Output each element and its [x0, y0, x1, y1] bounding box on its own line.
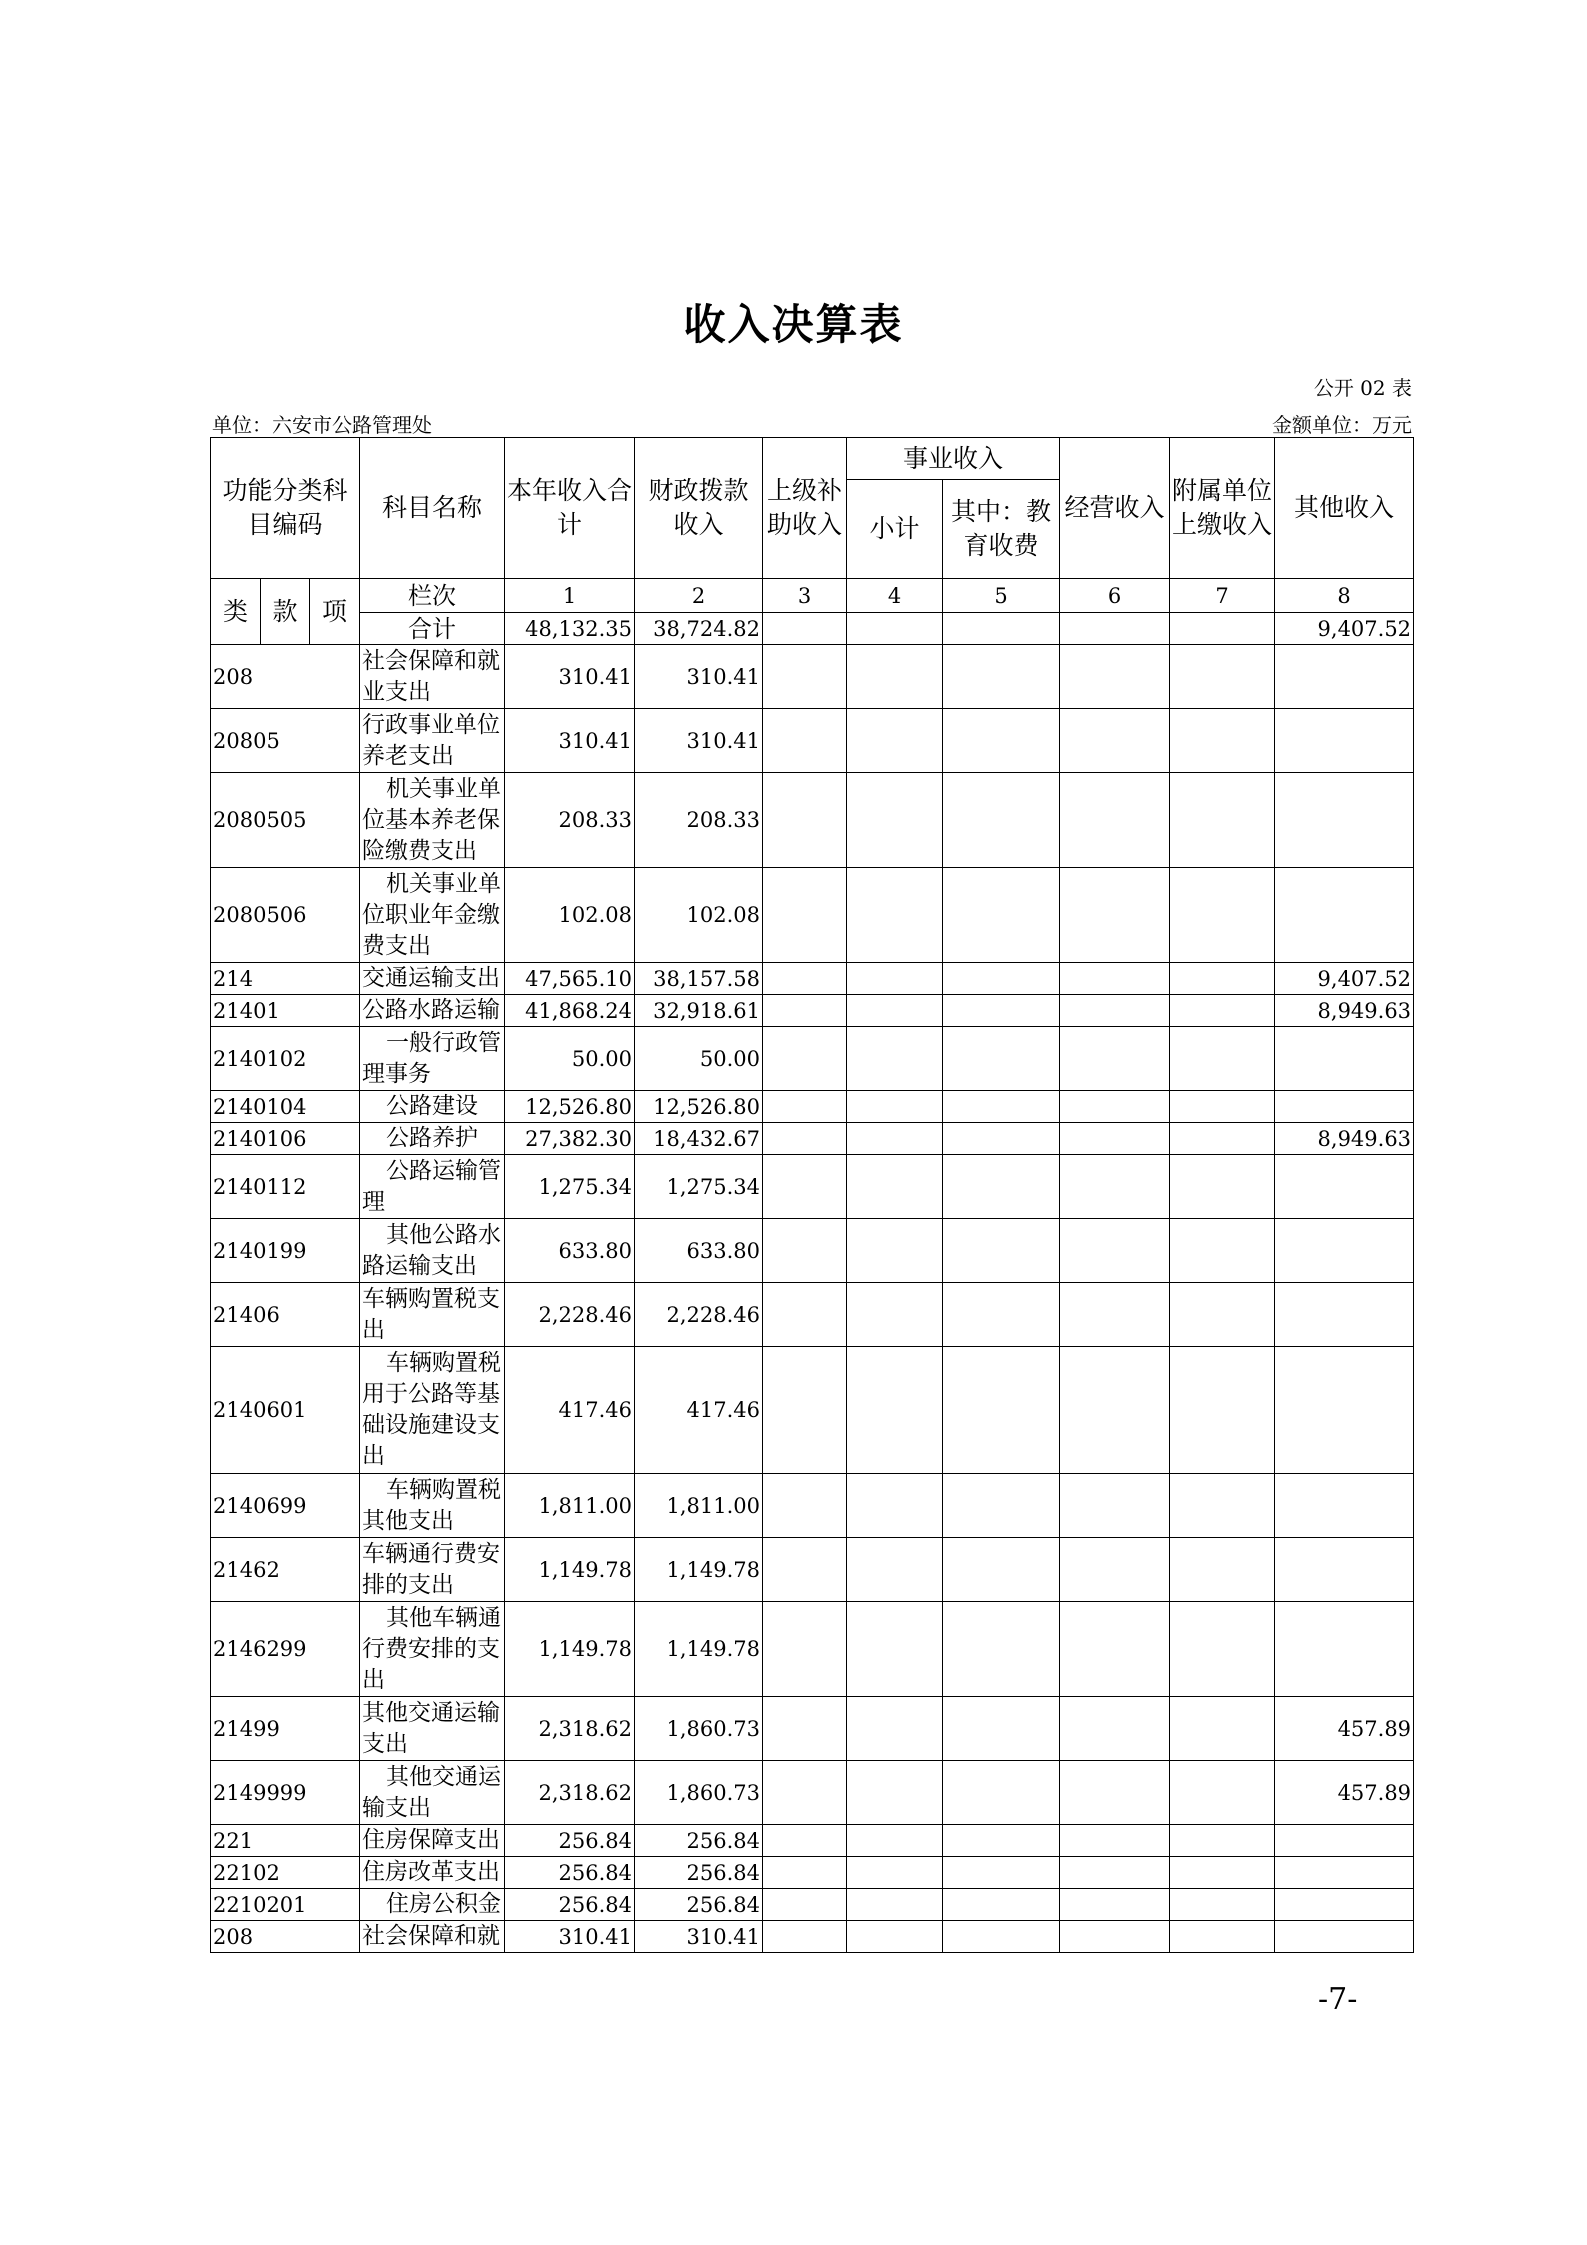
row-fiscal: 1,860.73	[635, 1761, 763, 1825]
row-other: 8,949.63	[1275, 1123, 1414, 1155]
empty-cell	[943, 1123, 1060, 1155]
empty-cell	[943, 1921, 1060, 1953]
row-total: 256.84	[505, 1889, 635, 1921]
table-row	[211, 1474, 1414, 1538]
row-fiscal: 1,811.00	[635, 1474, 763, 1538]
row-code: 2080505	[211, 773, 360, 868]
header-lanci: 栏次	[360, 579, 505, 613]
row-total: 633.80	[505, 1219, 635, 1283]
row-name: 社会保障和就业支出	[360, 645, 505, 709]
col-number-2: 2	[635, 579, 763, 613]
row-other	[1275, 709, 1414, 773]
empty-cell	[1170, 709, 1275, 773]
empty-cell	[943, 1602, 1060, 1697]
empty-cell	[1170, 1697, 1275, 1761]
empty-cell	[763, 995, 847, 1027]
row-name: 行政事业单位养老支出	[360, 709, 505, 773]
empty-cell	[763, 1921, 847, 1953]
empty-cell	[763, 1027, 847, 1091]
empty-cell	[1170, 1123, 1275, 1155]
row-other	[1275, 1155, 1414, 1219]
row-name: 车辆购置税用于公路等基础设施建设支出	[360, 1347, 505, 1474]
row-name: 机关事业单位职业年金缴费支出	[360, 868, 505, 963]
row-code: 20805	[211, 709, 360, 773]
row-name: 交通运输支出	[360, 963, 505, 995]
row-total: 256.84	[505, 1825, 635, 1857]
empty-cell	[1170, 1219, 1275, 1283]
empty-cell	[1170, 1155, 1275, 1219]
header-subject-name: 科目名称	[360, 438, 505, 579]
empty-cell	[943, 1697, 1060, 1761]
empty-cell	[847, 1347, 943, 1474]
empty-cell	[943, 1761, 1060, 1825]
empty-cell	[847, 645, 943, 709]
empty-cell	[943, 1857, 1060, 1889]
empty-cell	[1060, 1091, 1170, 1123]
header-business: 事业收入	[847, 438, 1060, 480]
row-fiscal: 310.41	[635, 1921, 763, 1953]
row-fiscal: 256.84	[635, 1825, 763, 1857]
row-other	[1275, 1091, 1414, 1123]
row-fiscal: 1,275.34	[635, 1155, 763, 1219]
table-row	[211, 1538, 1414, 1602]
empty-cell	[763, 1347, 847, 1474]
row-total: 102.08	[505, 868, 635, 963]
row-total: 2,318.62	[505, 1697, 635, 1761]
row-other	[1275, 1857, 1414, 1889]
row-total: 12,526.80	[505, 1091, 635, 1123]
empty-cell	[1060, 1889, 1170, 1921]
empty-cell	[943, 1283, 1060, 1347]
empty-cell	[763, 1155, 847, 1219]
header-edu-fee: 其中：教育收费	[943, 480, 1060, 579]
table-row	[211, 1091, 1414, 1123]
empty-cell	[847, 1283, 943, 1347]
row-name: 其他公路水路运输支出	[360, 1219, 505, 1283]
empty-cell	[943, 1091, 1060, 1123]
income-table	[210, 437, 1414, 1953]
row-total: 50.00	[505, 1027, 635, 1091]
empty-cell	[1170, 963, 1275, 995]
header-lei: 类	[211, 579, 261, 645]
table-row	[211, 1219, 1414, 1283]
empty-cell	[943, 645, 1060, 709]
row-code: 2140199	[211, 1219, 360, 1283]
empty-cell	[763, 1697, 847, 1761]
row-code: 2140699	[211, 1474, 360, 1538]
empty-cell	[943, 1347, 1060, 1474]
empty-cell	[1060, 1283, 1170, 1347]
row-code: 214	[211, 963, 360, 995]
row-total: 310.41	[505, 709, 635, 773]
row-fiscal: 1,149.78	[635, 1602, 763, 1697]
row-total: 1,149.78	[505, 1602, 635, 1697]
empty-cell	[763, 1091, 847, 1123]
header-row-1	[211, 438, 1414, 480]
row-name: 住房保障支出	[360, 1825, 505, 1857]
row-name: 一般行政管理事务	[360, 1027, 505, 1091]
empty-cell	[763, 963, 847, 995]
empty-cell	[847, 1538, 943, 1602]
row-other: 9,407.52	[1275, 963, 1414, 995]
row-code: 2149999	[211, 1761, 360, 1825]
row-code: 208	[211, 1921, 360, 1953]
table-row	[211, 1697, 1414, 1761]
row-name: 公路水路运输	[360, 995, 505, 1027]
empty-cell	[847, 1761, 943, 1825]
empty-cell	[847, 1825, 943, 1857]
row-name: 其他交通运输支出	[360, 1697, 505, 1761]
row-fiscal: 633.80	[635, 1219, 763, 1283]
table-row	[211, 1921, 1414, 1953]
empty-cell	[943, 1825, 1060, 1857]
row-total: 1,811.00	[505, 1474, 635, 1538]
empty-cell	[847, 1602, 943, 1697]
total-label: 合计	[360, 613, 505, 645]
header-affiliated: 附属单位上缴收入	[1170, 438, 1275, 579]
empty-cell	[1170, 1921, 1275, 1953]
row-name: 住房改革支出	[360, 1857, 505, 1889]
row-other	[1275, 1347, 1414, 1474]
row-total: 41,868.24	[505, 995, 635, 1027]
empty-cell	[763, 1889, 847, 1921]
row-other	[1275, 1538, 1414, 1602]
empty-cell	[847, 1921, 943, 1953]
empty-cell	[847, 1091, 943, 1123]
empty-cell	[943, 995, 1060, 1027]
row-other: 457.89	[1275, 1697, 1414, 1761]
header-xiang: 项	[310, 579, 360, 645]
empty-cell	[943, 963, 1060, 995]
empty-cell	[943, 1538, 1060, 1602]
row-other	[1275, 868, 1414, 963]
empty-cell	[943, 1219, 1060, 1283]
row-fiscal: 12,526.80	[635, 1091, 763, 1123]
total-other: 9,407.52	[1275, 613, 1414, 645]
empty-cell	[1170, 1761, 1275, 1825]
empty-cell	[943, 868, 1060, 963]
row-fiscal: 50.00	[635, 1027, 763, 1091]
row-code: 21499	[211, 1697, 360, 1761]
empty-cell	[847, 709, 943, 773]
empty-cell	[763, 868, 847, 963]
empty-cell	[763, 709, 847, 773]
page-number: -7-	[1318, 1982, 1358, 2017]
empty-cell	[1060, 1027, 1170, 1091]
page-title: 收入决算表	[683, 300, 904, 349]
row-code: 208	[211, 645, 360, 709]
empty-cell	[1060, 1921, 1170, 1953]
empty-cell	[1060, 1825, 1170, 1857]
col-number-6: 6	[1060, 579, 1170, 613]
row-total: 310.41	[505, 1921, 635, 1953]
empty-cell	[763, 1602, 847, 1697]
row-other	[1275, 773, 1414, 868]
empty-cell	[1060, 1123, 1170, 1155]
row-code: 21462	[211, 1538, 360, 1602]
empty-cell	[1170, 1602, 1275, 1697]
table-row	[211, 1283, 1414, 1347]
table-row	[211, 868, 1414, 963]
empty-cell	[847, 773, 943, 868]
header-total: 本年收入合计	[505, 438, 635, 579]
empty-cell	[1170, 1889, 1275, 1921]
empty-cell	[943, 1889, 1060, 1921]
table-row	[211, 1027, 1414, 1091]
row-fiscal: 417.46	[635, 1347, 763, 1474]
empty-cell	[763, 1857, 847, 1889]
col-number-4: 4	[847, 579, 943, 613]
empty-cell	[847, 1027, 943, 1091]
empty-cell	[763, 1761, 847, 1825]
row-code: 2210201	[211, 1889, 360, 1921]
empty-cell	[847, 1474, 943, 1538]
row-other	[1275, 1219, 1414, 1283]
row-code: 2140601	[211, 1347, 360, 1474]
row-fiscal: 32,918.61	[635, 995, 763, 1027]
row-code: 22102	[211, 1857, 360, 1889]
empty-cell	[1170, 1474, 1275, 1538]
row-total: 417.46	[505, 1347, 635, 1474]
empty-cell	[1060, 709, 1170, 773]
empty-cell	[1060, 1761, 1170, 1825]
row-name: 社会保障和就	[360, 1921, 505, 1953]
empty-cell	[763, 645, 847, 709]
empty-cell	[943, 1027, 1060, 1091]
row-fiscal: 102.08	[635, 868, 763, 963]
total-row	[211, 613, 1414, 645]
row-other: 457.89	[1275, 1761, 1414, 1825]
empty-cell	[847, 995, 943, 1027]
empty-cell	[1170, 1347, 1275, 1474]
header-row-3	[211, 579, 1414, 613]
empty-cell	[1060, 1155, 1170, 1219]
row-other	[1275, 1602, 1414, 1697]
empty-cell	[943, 1474, 1060, 1538]
empty-cell	[1060, 995, 1170, 1027]
empty-cell	[1060, 773, 1170, 868]
row-name: 公路运输管理	[360, 1155, 505, 1219]
row-other	[1275, 1825, 1414, 1857]
row-total: 208.33	[505, 773, 635, 868]
row-total: 310.41	[505, 645, 635, 709]
empty-cell	[847, 1155, 943, 1219]
row-name: 车辆购置税其他支出	[360, 1474, 505, 1538]
empty-cell	[1060, 645, 1170, 709]
row-fiscal: 310.41	[635, 645, 763, 709]
row-total: 27,382.30	[505, 1123, 635, 1155]
row-other	[1275, 1027, 1414, 1091]
header-other: 其他收入	[1275, 438, 1414, 579]
header-func-code: 功能分类科目编码	[211, 438, 360, 579]
col-number-5: 5	[943, 579, 1060, 613]
empty-cell	[1170, 773, 1275, 868]
row-fiscal: 310.41	[635, 709, 763, 773]
col-number-3: 3	[763, 579, 847, 613]
row-code: 21401	[211, 995, 360, 1027]
row-fiscal: 256.84	[635, 1889, 763, 1921]
table-row	[211, 1155, 1414, 1219]
empty-cell	[763, 1474, 847, 1538]
table-row	[211, 773, 1414, 868]
row-code: 2080506	[211, 868, 360, 963]
empty-cell	[763, 1219, 847, 1283]
reporting-unit: 单位：六安市公路管理处	[212, 413, 432, 437]
empty-cell	[1170, 995, 1275, 1027]
row-name: 其他车辆通行费安排的支出	[360, 1602, 505, 1697]
empty-cell	[1170, 1091, 1275, 1123]
row-name: 公路养护	[360, 1123, 505, 1155]
empty-cell	[1060, 1219, 1170, 1283]
table-row	[211, 963, 1414, 995]
empty-cell	[847, 963, 943, 995]
table-row	[211, 1602, 1414, 1697]
header-kuan: 款	[261, 579, 310, 645]
col-number-7: 7	[1170, 579, 1275, 613]
row-other	[1275, 1921, 1414, 1953]
row-total: 2,318.62	[505, 1761, 635, 1825]
empty-cell	[943, 1155, 1060, 1219]
empty-cell	[1170, 1283, 1275, 1347]
row-code: 2140112	[211, 1155, 360, 1219]
empty-cell	[1060, 1347, 1170, 1474]
table-row	[211, 1347, 1414, 1474]
empty-cell	[1170, 1027, 1275, 1091]
empty-cell	[1060, 1857, 1170, 1889]
empty-cell	[943, 709, 1060, 773]
empty-cell	[943, 773, 1060, 868]
row-total: 256.84	[505, 1857, 635, 1889]
empty-cell	[847, 1857, 943, 1889]
empty-cell	[1060, 963, 1170, 995]
empty-cell	[763, 1825, 847, 1857]
table-row	[211, 995, 1414, 1027]
row-fiscal: 208.33	[635, 773, 763, 868]
row-other	[1275, 645, 1414, 709]
empty-cell	[847, 868, 943, 963]
empty-cell	[763, 773, 847, 868]
row-name: 车辆通行费安排的支出	[360, 1538, 505, 1602]
empty-cell	[1170, 1538, 1275, 1602]
row-name: 公路建设	[360, 1091, 505, 1123]
money-unit: 金额单位：万元	[1272, 413, 1412, 437]
empty-cell	[1060, 1538, 1170, 1602]
table-row	[211, 709, 1414, 773]
row-name: 其他交通运输支出	[360, 1761, 505, 1825]
empty-cell	[1060, 1697, 1170, 1761]
row-total: 47,565.10	[505, 963, 635, 995]
row-fiscal: 1,860.73	[635, 1697, 763, 1761]
empty-cell	[847, 1697, 943, 1761]
table-row	[211, 1761, 1414, 1825]
empty-cell	[847, 1889, 943, 1921]
empty-cell	[847, 1219, 943, 1283]
table-row	[211, 1889, 1414, 1921]
empty-cell	[763, 1123, 847, 1155]
empty-cell	[1170, 868, 1275, 963]
col-number-1: 1	[505, 579, 635, 613]
row-fiscal: 256.84	[635, 1857, 763, 1889]
row-other	[1275, 1474, 1414, 1538]
empty-cell	[1170, 1857, 1275, 1889]
header-subtotal: 小计	[847, 480, 943, 579]
table-row	[211, 1857, 1414, 1889]
row-total: 2,228.46	[505, 1283, 635, 1347]
row-fiscal: 2,228.46	[635, 1283, 763, 1347]
row-other	[1275, 1283, 1414, 1347]
form-number: 公开 02 表	[1313, 376, 1412, 400]
table-row	[211, 1123, 1414, 1155]
empty-cell	[847, 1123, 943, 1155]
empty-cell	[1170, 1825, 1275, 1857]
table-row	[211, 645, 1414, 709]
row-fiscal: 1,149.78	[635, 1538, 763, 1602]
total-total: 48,132.35	[505, 613, 635, 645]
empty-cell	[1060, 1474, 1170, 1538]
row-fiscal: 18,432.67	[635, 1123, 763, 1155]
empty-cell	[763, 1283, 847, 1347]
row-name: 车辆购置税支出	[360, 1283, 505, 1347]
row-name: 住房公积金	[360, 1889, 505, 1921]
row-code: 2140106	[211, 1123, 360, 1155]
total-fiscal: 38,724.82	[635, 613, 763, 645]
row-fiscal: 38,157.58	[635, 963, 763, 995]
row-name: 机关事业单位基本养老保险缴费支出	[360, 773, 505, 868]
row-total: 1,149.78	[505, 1538, 635, 1602]
row-code: 2140102	[211, 1027, 360, 1091]
row-code: 21406	[211, 1283, 360, 1347]
row-code: 2146299	[211, 1602, 360, 1697]
row-other	[1275, 1889, 1414, 1921]
col-number-8: 8	[1275, 579, 1414, 613]
table-row	[211, 1825, 1414, 1857]
empty-cell	[763, 1538, 847, 1602]
header-superior: 上级补助收入	[763, 438, 847, 579]
row-other: 8,949.63	[1275, 995, 1414, 1027]
empty-cell	[1170, 645, 1275, 709]
empty-cell	[1060, 1602, 1170, 1697]
row-code: 2140104	[211, 1091, 360, 1123]
header-operating: 经营收入	[1060, 438, 1170, 579]
empty-cell	[1060, 868, 1170, 963]
row-code: 221	[211, 1825, 360, 1857]
header-fiscal: 财政拨款收入	[635, 438, 763, 579]
row-total: 1,275.34	[505, 1155, 635, 1219]
